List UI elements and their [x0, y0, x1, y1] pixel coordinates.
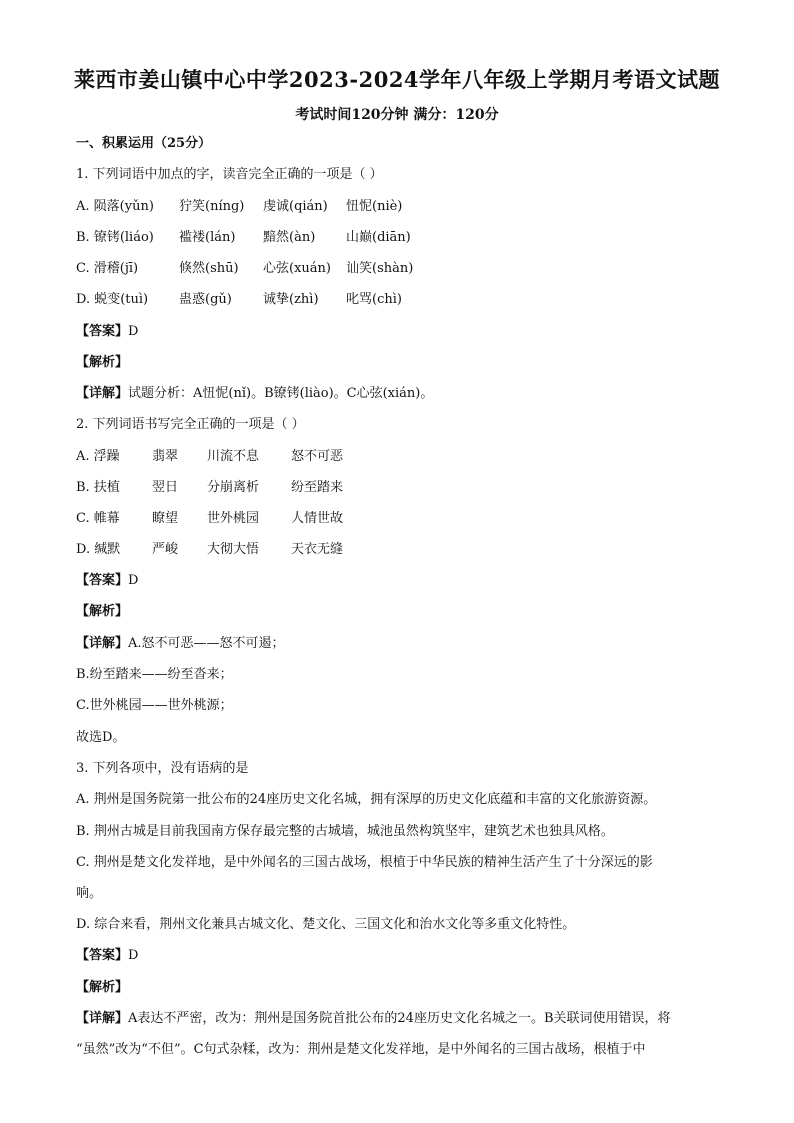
- q1-analysis-label: 【解析】: [76, 355, 129, 370]
- answer-label: 【答案】: [76, 573, 129, 588]
- q2-answer: [76, 572, 138, 590]
- page-title: 莱西市姜山镇中心中学2023-2024学年八年级上学期月考语文试题: [73, 67, 721, 92]
- answer-value: D: [128, 948, 139, 963]
- option-text: 诚挚(zhì): [263, 292, 319, 307]
- option-text: D. 蜕变(tuì): [76, 292, 149, 307]
- section-heading: 一、积累运用（25分）: [76, 136, 212, 151]
- q1-detail: [76, 385, 433, 403]
- option-text: 人情世故: [291, 511, 344, 526]
- option-text: 狞笑(níng): [179, 199, 245, 214]
- option-text: C. 帷幕: [76, 511, 120, 526]
- exam-info: 考试时间120分钟 满分：120分: [295, 107, 499, 123]
- q2-detail-line: C.世外桃园——世外桃源；: [76, 698, 233, 713]
- option-text: 翌日: [152, 480, 179, 495]
- option-text: 黯然(àn): [263, 230, 316, 245]
- option-text: 倏然(shū): [179, 261, 239, 276]
- detail-label: 【详解】: [76, 1011, 129, 1026]
- option-text: 忸怩(niè): [346, 199, 403, 214]
- answer-label: 【答案】: [76, 324, 129, 339]
- option-text: D. 缄默: [76, 542, 121, 557]
- option-text: A. 浮躁: [76, 449, 120, 464]
- option-text: B. 扶植: [76, 480, 120, 495]
- q2-stem: 2. 下列词语书写完全正确的一项是（ ）: [76, 417, 305, 432]
- option-text: 大彻大悟: [207, 542, 260, 557]
- q3-detail: [76, 1010, 671, 1028]
- q1-stem: 1. 下列词语中加点的字，读音完全正确的一项是（ ）: [76, 167, 383, 182]
- q3-detail-line: “虽然”改为“不但”。C句式杂糅，改为：荆州是楚文化发祥地，是中外闻名的三国古战场，根植于中: [76, 1042, 646, 1057]
- detail-label: 【详解】: [76, 386, 129, 401]
- q3-option-c-cont: 响。: [76, 886, 103, 901]
- detail-text: 试题分析：A忸怩(nǐ)。B镣铐(liào)。C心弦(xián)。: [128, 386, 434, 401]
- answer-value: D: [128, 324, 139, 339]
- detail-text: A.怒不可恶——怒不可遏；: [128, 636, 285, 651]
- q3-option-d: D. 综合来看，荆州文化兼具古城文化、楚文化、三国文化和治水文化等多重文化特性。: [76, 917, 576, 932]
- q3-analysis-label: 【解析】: [76, 980, 129, 995]
- option-text: 蛊惑(gǔ): [179, 292, 232, 307]
- q3-option-c: C. 荆州是楚文化发祥地，是中外闻名的三国古战场，根植于中华民族的精神生活产生了十分深远的影: [76, 855, 653, 870]
- option-text: 纷至踏来: [291, 480, 344, 495]
- detail-label: 【详解】: [76, 636, 129, 651]
- q2-analysis-label: 【解析】: [76, 604, 129, 619]
- option-text: 川流不息: [207, 449, 260, 464]
- q2-detail-line: B.纷至踏来——纷至沓来；: [76, 667, 233, 682]
- q3-option-b: B. 荆州古城是目前我国南方保存最完整的古城墙，城池虽然构筑坚牢，建筑艺术也独具风格。: [76, 824, 614, 839]
- option-text: 世外桃园: [207, 511, 260, 526]
- option-text: 翡翠: [152, 449, 179, 464]
- q3-answer: [76, 947, 138, 965]
- option-text: 怒不可恶: [291, 449, 344, 464]
- q2-detail-line: 故选D。: [76, 730, 126, 745]
- option-text: 讪笑(shàn): [346, 261, 414, 276]
- q3-option-a: A. 荆州是国务院第一批公布的24座历史文化名城，拥有深厚的历史文化底蕴和丰富的文化旅游资源。: [76, 792, 657, 807]
- option-text: 山巅(diān): [346, 230, 411, 245]
- q2-detail: [76, 635, 285, 653]
- q1-answer: [76, 323, 138, 341]
- q3-stem: 3. 下列各项中，没有语病的是: [76, 761, 249, 776]
- option-text: B. 镣铐(liáo): [76, 230, 154, 245]
- option-text: 叱骂(chì): [346, 292, 402, 307]
- option-text: C. 滑稽(jī): [76, 261, 139, 276]
- option-text: A. 陨落(yǔn): [76, 199, 154, 214]
- answer-label: 【答案】: [76, 948, 129, 963]
- option-text: 心弦(xuán): [263, 261, 331, 276]
- option-text: 虔诚(qián): [263, 199, 328, 214]
- option-text: 严峻: [152, 542, 179, 557]
- option-text: 瞭望: [152, 511, 179, 526]
- option-text: 分崩离析: [207, 480, 260, 495]
- option-text: 褴褛(lán): [179, 230, 236, 245]
- detail-text: A表达不严密，改为：荆州是国务院首批公布的24座历史文化名城之一。B关联词使用错误，将: [128, 1011, 671, 1026]
- option-text: 天衣无缝: [291, 542, 344, 557]
- answer-value: D: [128, 573, 139, 588]
